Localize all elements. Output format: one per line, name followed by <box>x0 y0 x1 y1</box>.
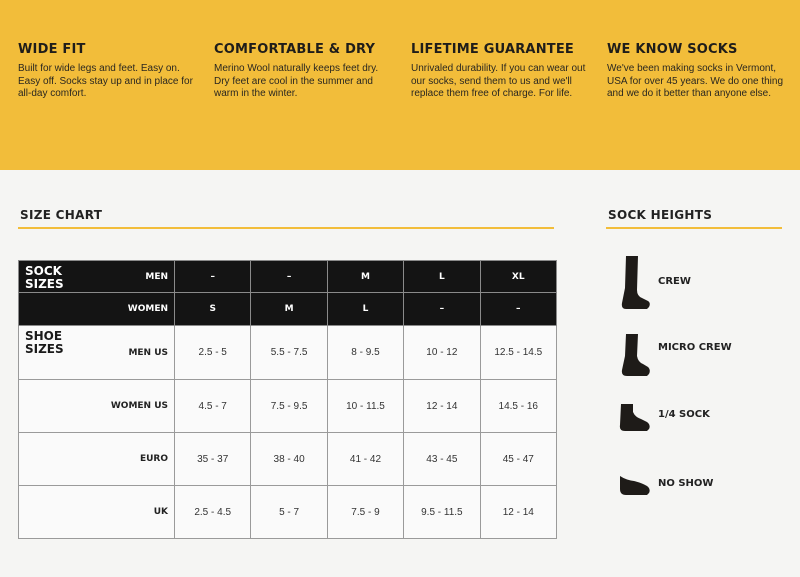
table-row <box>19 326 557 380</box>
table-cell: 12 - 14 <box>404 380 480 433</box>
table-cell: 7.5 - 9.5 <box>251 380 327 433</box>
row-label: WOMEN US <box>110 401 168 411</box>
table-cell: XL <box>480 261 556 293</box>
sock-sizes-label <box>25 265 64 291</box>
sock-heights-title: SOCK HEIGHTS <box>608 208 713 222</box>
table-row <box>19 380 557 433</box>
table-cell: L <box>327 293 403 326</box>
table-row <box>19 433 557 486</box>
size-chart-title: SIZE CHART <box>20 208 103 222</box>
shoe-sizes-label <box>25 330 64 356</box>
feature-title: LIFETIME GUARANTEE <box>411 42 574 57</box>
row-label: EURO <box>139 454 168 464</box>
crew-sock-icon <box>612 252 652 312</box>
feature-wide-fit <box>18 42 198 101</box>
table-row <box>19 486 557 539</box>
table-cell: 2.5 - 5 <box>175 326 251 380</box>
shoe-sizes-group <box>19 326 557 539</box>
feature-text: Built for wide legs and feet. Easy on. Easy off. Socks stay up and in place for all-day comfort. <box>18 63 193 99</box>
feature-text: Unrivaled durability. If you can wear out our socks, send them to us and we'll replace them free of charge. For life. <box>411 63 586 99</box>
table-cell: 5 - 7 <box>251 486 327 539</box>
row-header <box>19 293 175 326</box>
sock-height-label: NO SHOW <box>658 478 714 489</box>
table-cell: 10 - 11.5 <box>327 380 403 433</box>
table-cell: 14.5 - 16 <box>480 380 556 433</box>
sock-height-label: MICRO CREW <box>658 342 732 353</box>
table-cell: 12.5 - 14.5 <box>480 326 556 380</box>
table-row <box>19 293 557 326</box>
row-header <box>19 486 175 539</box>
table-cell: 5.5 - 7.5 <box>251 326 327 380</box>
feature-lifetime-guarantee <box>411 42 591 101</box>
row-header <box>19 433 175 486</box>
table-cell: 8 - 9.5 <box>327 326 403 380</box>
table-cell: 2.5 - 4.5 <box>175 486 251 539</box>
row-label: MEN <box>145 271 168 282</box>
sock-sizes-group <box>19 261 557 326</box>
table-cell: 45 - 47 <box>480 433 556 486</box>
row-header <box>19 380 175 433</box>
size-chart-table <box>18 260 557 539</box>
no-show-sock-icon <box>612 452 652 512</box>
feature-title: WE KNOW SOCKS <box>607 42 738 57</box>
sock-height-label: 1/4 SOCK <box>658 409 710 420</box>
table-cell: 12 - 14 <box>480 486 556 539</box>
features-banner <box>0 0 800 170</box>
table-row <box>19 261 557 293</box>
table-cell: 7.5 - 9 <box>327 486 403 539</box>
table-cell: L <box>404 261 480 293</box>
table-cell: M <box>327 261 403 293</box>
row-label: WOMEN <box>127 304 168 314</box>
size-chart-rule <box>18 227 554 229</box>
feature-text: We've been making socks in Vermont, USA for over 45 years. We do one thing and we do it better than anyone else. <box>607 63 784 99</box>
table-cell: 10 - 12 <box>404 326 480 380</box>
table-cell: 41 - 42 <box>327 433 403 486</box>
feature-title: WIDE FIT <box>18 42 86 57</box>
table-cell: 35 - 37 <box>175 433 251 486</box>
group-label-line: SOCK <box>25 264 62 278</box>
row-label: MEN US <box>128 347 168 358</box>
table-cell: – <box>251 261 327 293</box>
table-cell: 9.5 - 11.5 <box>404 486 480 539</box>
table-cell: 38 - 40 <box>251 433 327 486</box>
micro-crew-sock-icon <box>612 326 652 386</box>
table-cell: 4.5 - 7 <box>175 380 251 433</box>
row-header <box>19 261 175 293</box>
feature-we-know-socks <box>607 42 787 101</box>
quarter-sock-icon <box>612 386 652 446</box>
feature-text: Merino Wool naturally keeps feet dry. Dry feet are cool in the summer and warm in the winter. <box>214 63 379 99</box>
table-cell: M <box>251 293 327 326</box>
row-label: UK <box>153 507 168 517</box>
row-header <box>19 326 175 380</box>
table-cell: – <box>175 261 251 293</box>
group-label-line: SIZES <box>25 342 64 356</box>
sock-height-label: CREW <box>658 276 691 287</box>
table-cell: – <box>404 293 480 326</box>
table-cell: 43 - 45 <box>404 433 480 486</box>
group-label-line: SHOE <box>25 329 63 343</box>
group-label-line: SIZES <box>25 277 64 291</box>
table-cell: S <box>175 293 251 326</box>
table-cell: – <box>480 293 556 326</box>
feature-title: COMFORTABLE & DRY <box>214 42 376 57</box>
sock-heights-rule <box>606 227 782 229</box>
feature-comfortable-dry <box>214 42 394 101</box>
